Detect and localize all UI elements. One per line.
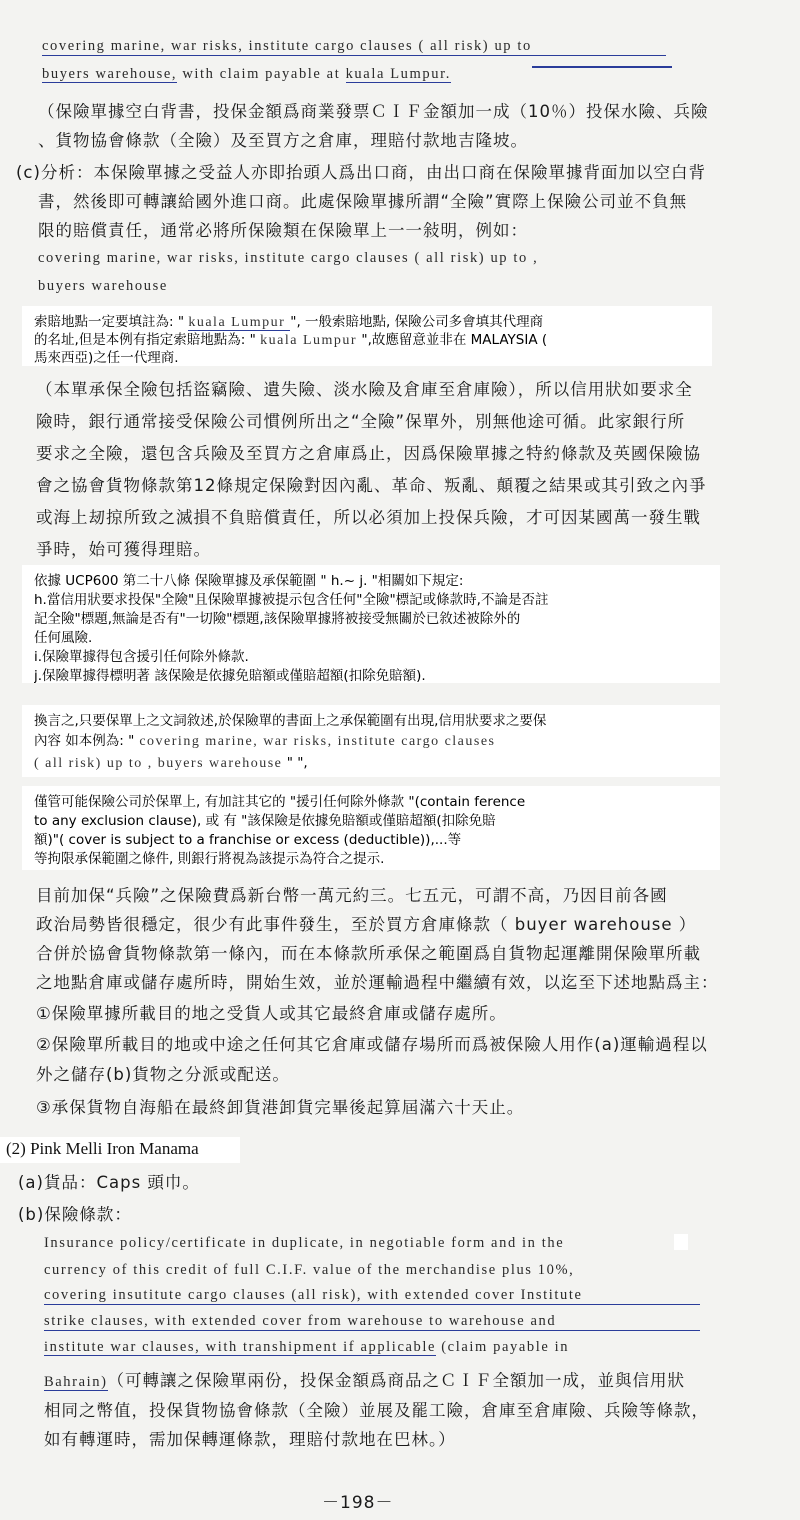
paragraph-in-other-words [22,705,720,777]
underlined-phrase: Bahrain) [44,1374,108,1390]
ucp-line: i.保險單據得包含援引任何除外條款. [34,649,249,665]
english-clause-line: Insurance policy/certificate in duplicate, in negotiable form and in the [44,1235,565,1251]
numbered-item: 外之儲存(b)貨物之分派或配送。 [36,1065,290,1084]
page-number: －198－ [322,1493,394,1513]
ucp-line: 依據 UCP600 第二十八條 保險單據及承保範圍 " h.~ j. "相關如下規定: [34,573,464,589]
plain-phrase: with claim payable at [177,66,346,82]
chinese-text-line: 目前加保“兵險”之保險費爲新台幣一萬元約三。七五元，可謂不高，乃因目前各國 [36,886,668,905]
chinese-text-line: 書，然後即可轉讓給國外進口商。此處保險單據所謂“全險”實際上保險公司並不負無 [38,192,688,211]
para-line: 額)"( cover is subject to a franchise or excess (deductible)),...等 [34,832,462,848]
ucp-line: h.當信用狀要求投保"全險"且保險單據被提示包含任何"全險"標記或條款時,不論是否註 [34,592,549,608]
english-clause-line: covering marine, war risks, institute cargo clauses ( all risk) up to [42,38,666,56]
english-clause-line [42,66,451,83]
chinese-text-line: (c)分析：本保險單據之受益人亦即抬頭人爲出口商，由出口商在保險單據背面加以空白背 [16,163,706,182]
underlined-phrase: buyers warehouse, [42,66,178,82]
numbered-item: ③承保貨物自海船在最終卸貨港卸貨完畢後起算屆滿六十天止。 [36,1098,525,1117]
english-clause-line: buyers warehouse [38,278,168,294]
chinese-text-line: 會之協會貨物條款第12條規定保險對因內亂、革命、叛亂、顛覆之結果或其引致之內爭 [36,476,707,495]
english-clause-line: currency of this credit of full C.I.F. value of the merchandise plus 10%, [44,1262,575,1278]
chinese-text-line: 合併於協會貨物條款第一條內，而在本條款所承保之範圍爲自貨物起運離開保險單所載 [36,944,701,963]
underlined-phrase: institute war clauses, with transhipment if applicable [44,1339,437,1355]
scan-block-1 [0,0,800,305]
place-name: kuala Lumpur [188,315,291,330]
english-clause-line: strike clauses, with extended cover from warehouse to warehouse and [44,1313,700,1331]
english-clause-line: covering marine, war risks, institute cargo clauses ( all risk) up to , [38,250,539,266]
chinese-text-line: 爭時，始可獲得理賠。 [36,540,211,559]
para-text: 僅管可能保險公司於保單上, 有加註其它的 "援引任何除外條款 "(contain ference [34,794,526,810]
chinese-text-line: 限的賠償責任，通常必將所保險類在保險單上一一敍明，例如： [38,221,528,240]
note-text: ", 一般索賠地點, 保險公司多會填其代理商 [290,314,544,330]
para-line [34,729,496,750]
chinese-text-line: 之地點倉庫或儲存處所時，開始生效，並於運輸過程中繼續有效，以迄至下述地點爲主： [36,973,719,992]
para-line: 換言之,只要保單上之文詞敘述,於保險單的書面上之承保範圍有出現,信用狀要求之要保 [34,713,547,729]
chinese-text-line: 或海上刼掠所致之滅損不負賠償責任，所以必須加上投保兵險，才可因某國萬一發生戰 [36,508,701,527]
note-text: 的名址,但是本例有指定索賠地點為: " [34,332,261,348]
scan-block-4 [0,1165,800,1465]
quoted-clause: covering marine, war risks, institute cargo clauses [134,734,496,749]
chinese-text-line: 險時，銀行通常接受保險公司慣例所出之“全險”保單外，別無他途可循。此家銀行所 [36,412,686,431]
ucp600-note [22,565,720,683]
para-text: 內容 如本例為: " [34,733,135,749]
plain-phrase: (claim payable in [436,1339,570,1355]
chinese-text-line: 相同之幣值，投保貨物協會條款（全險）並展及罷工險，倉庫至倉庫險、兵險等條款， [44,1401,709,1420]
scan-artifact [674,1234,688,1250]
numbered-item: ①保險單據所載目的地之受貨人或其它最終倉庫或儲存處所。 [36,1004,507,1023]
paragraph-although [22,786,720,870]
chinese-text: （可轉讓之保險單兩份，投保金額爲商品之ＣＩＦ全額加一成，並與信用狀 [107,1371,686,1390]
ucp-line: 記全險"標題,無論是否有"一切險"標題,該保險單據將被接受無關於已敘述被除外的 [34,611,521,627]
numbered-item: ②保險單所載目的地或中途之任何其它倉庫或儲存場所而爲被保險人用作(a)運輸過程以 [36,1035,708,1054]
chinese-text-line: 政治局勢皆很穩定，很少有此事件發生，至於買方倉庫條款（ buyer warehouse ） [36,915,697,934]
underlined-phrase: kuala Lumpur. [345,66,451,82]
scan-block-2 [0,368,800,558]
item-goods: (a)貨品：Caps 頭巾。 [18,1173,200,1192]
para-line: to any exclusion clause), 或 有 "該保險是依據免賠額或僅賠超額(扣除免賠 [34,813,496,829]
mixed-line [44,1367,685,1391]
note-text: ",故應留意並非在 MALAYSIA ( [357,332,548,348]
item-insurance-terms: (b)保險條款： [18,1205,132,1224]
para-line [34,755,308,772]
english-clause-line [44,1339,569,1356]
note-block-1 [22,306,712,366]
para-line: 等拘限承保範圍之條件, 則銀行將視為該提示為符合之提示. [34,851,385,867]
chinese-text-line: （保險單據空白背書，投保金額爲商業發票ＣＩＦ金額加一成（10％）投保水險、兵險 [38,102,709,121]
place-name: kuala Lumpur [260,333,358,348]
section-heading-band [0,1137,240,1163]
chinese-text-line: 、貨物協會條款（全險）及至買方之倉庫，理賠付款地吉隆坡。 [38,131,528,150]
para-line [34,790,525,810]
note-line: 馬來西亞)之任一代理商. [34,350,179,366]
ucp-line: 任何風險. [34,630,93,646]
chinese-text-line: （本單承保全險包括盜竊險、遺失險、淡水險及倉庫至倉庫險），所以信用狀如要求全 [36,380,693,399]
para-text: " ", [282,755,308,771]
quoted-clause: ( all risk) up to , buyers warehouse [34,756,283,771]
ucp-line: j.保險單據得標明著 該保險是依據免賠額或僅賠超額(扣除免賠額). [34,668,426,684]
note-text: 索賠地點一定要填註為: " [34,314,189,330]
chinese-text-line: 如有轉運時，需加保轉運條款，理賠付款地在巴林。） [44,1430,456,1449]
scan-block-3 [0,876,800,1126]
english-clause-line: covering insutitute cargo clauses (all risk), with extended cover Institute [44,1287,700,1305]
chinese-text-line: 要求之全險，還包含兵險及至買方之倉庫爲止，因爲保險單據之特約條款及英國保險協 [36,444,701,463]
section-heading: (2) Pink Melli Iron Manama [6,1139,199,1158]
